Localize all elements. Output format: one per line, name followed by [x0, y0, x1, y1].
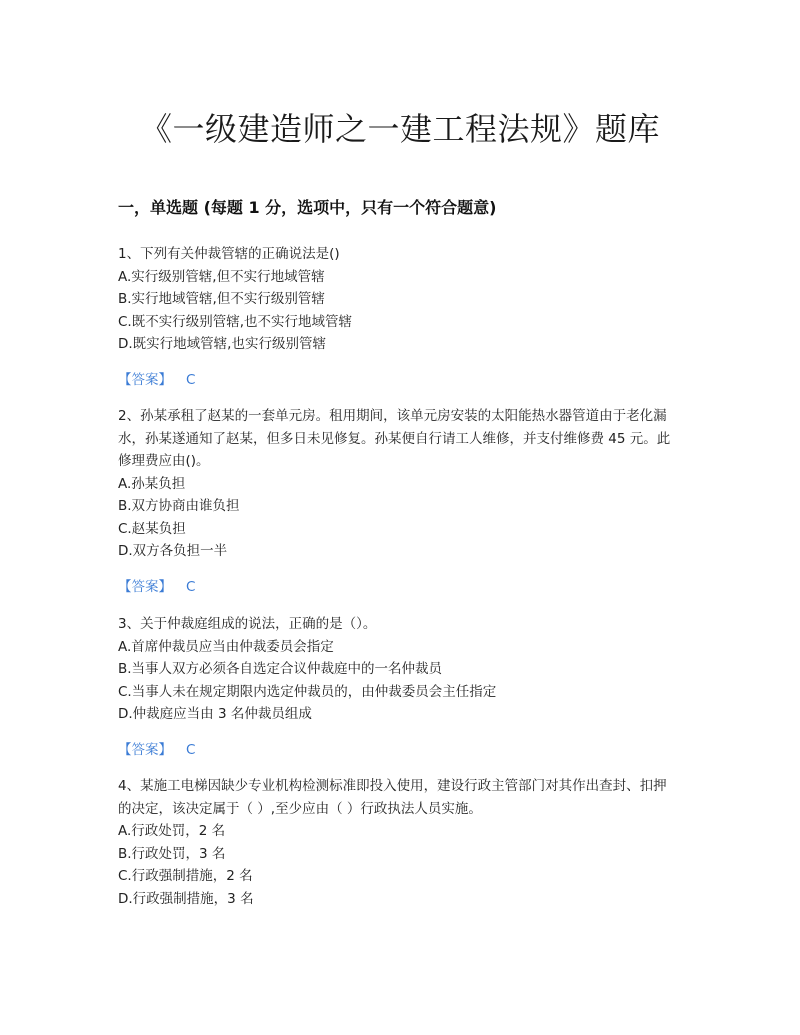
option-c: C.赵某负担 [118, 520, 186, 537]
option-a: A.实行级别管辖,但不实行地域管辖 [118, 268, 325, 285]
question-3 [118, 613, 678, 726]
answer-1 [118, 369, 195, 391]
document-title: 《一级建造师之一建工程法规》题库 [139, 110, 660, 148]
answer-label: 【答案】 [118, 579, 172, 595]
question-4 [118, 775, 678, 910]
option-b: B.当事人双方必须各自选定合议仲裁庭中的一名仲裁员 [118, 661, 443, 677]
question-stem: 2、孙某承租了赵某的一套单元房。租用期间，该单元房安装的太阳能热水器管道由于老化漏水，孙某遂通知了赵某，但多日未见修复。孙某便自行请工人维修，并支付维修费 45 元。此修理费应由()。 [118, 408, 671, 469]
answer-2 [118, 576, 195, 598]
question-stem: 1、下列有关仲裁管辖的正确说法是() [118, 246, 340, 262]
answer-value: C [186, 372, 196, 388]
answer-label: 【答案】 [118, 372, 172, 388]
question-2 [118, 405, 678, 563]
question-1 [118, 243, 678, 356]
option-d: D.双方各负担一半 [118, 543, 228, 559]
option-b: B.双方协商由谁负担 [118, 498, 240, 514]
answer-label: 【答案】 [118, 742, 172, 758]
section-heading: 一，单选题 (每题 1 分，选项中，只有一个符合题意) [118, 198, 497, 217]
question-stem: 4、某施工电梯因缺少专业机构检测标准即投入使用，建设行政主管部门对其作出查封、扣押的决定，该决定属于（ ）,至少应由（ ）行政执法人员实施。 [118, 778, 667, 817]
question-stem: 3、关于仲裁庭组成的说法，正确的是（）。 [118, 616, 377, 632]
option-d: D.行政强制措施，3 名 [118, 890, 254, 907]
option-d: D.仲裁庭应当由 3 名仲裁员组成 [118, 706, 312, 722]
option-b: B.实行地域管辖,但不实行级别管辖 [118, 291, 325, 307]
option-c: C.当事人未在规定期限内选定仲裁员的，由仲裁委员会主任指定 [118, 683, 497, 700]
answer-value: C [186, 742, 196, 758]
option-a: A.首席仲裁员应当由仲裁委员会指定 [118, 638, 334, 655]
answer-value: C [186, 579, 196, 595]
option-a: A.行政处罚，2 名 [118, 823, 226, 839]
option-c: C.行政强制措施，2 名 [118, 868, 253, 884]
option-c: C.既不实行级别管辖,也不实行地域管辖 [118, 313, 353, 330]
option-d: D.既实行地域管辖,也实行级别管辖 [118, 336, 326, 352]
answer-3 [118, 739, 195, 761]
option-a: A.孙某负担 [118, 475, 186, 492]
option-b: B.行政处罚，3 名 [118, 845, 226, 862]
